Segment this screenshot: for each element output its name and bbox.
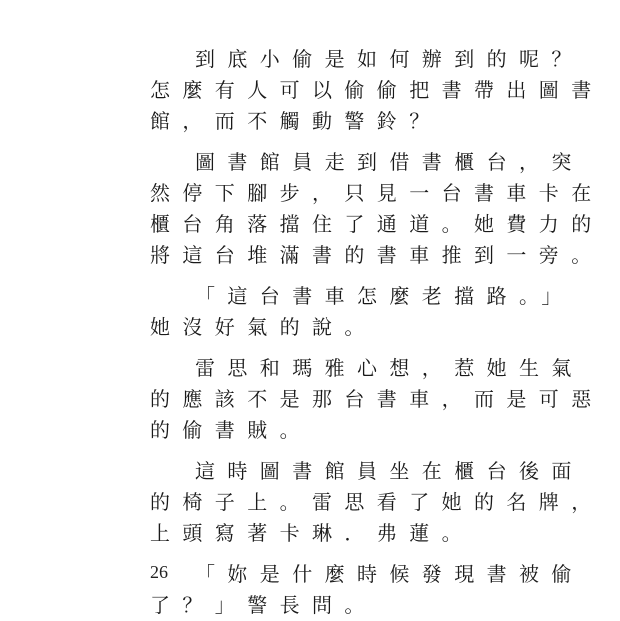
text-line: 的偷書賊。 bbox=[150, 418, 312, 442]
text-line: 雷思和瑪雅心想，惹她生氣 bbox=[195, 356, 584, 380]
text-line: 她沒好氣的說。 bbox=[150, 315, 377, 339]
text-line: 「妳是什麼時候發現書被偷 bbox=[195, 562, 584, 586]
text-line: 上頭寫著卡琳．弗蓮。 bbox=[150, 521, 474, 545]
text-line: 的椅子上。雷思看了她的名牌， bbox=[150, 490, 604, 514]
text-line: 然停下腳步，只見一台書車卡在 bbox=[150, 181, 604, 205]
page-number: 26 bbox=[150, 562, 168, 582]
text-line: 的應該不是那台書車，而是可惡 bbox=[150, 387, 604, 411]
text-line: 圖書館員走到借書櫃台，突 bbox=[195, 150, 584, 174]
text-line: 館，而不觸動警鈴？ bbox=[150, 109, 442, 133]
text-line: 櫃台角落擋住了通道。她費力的 bbox=[150, 212, 604, 236]
text-line: 怎麼有人可以偷偷把書帶出圖書 bbox=[150, 78, 604, 102]
text-line: 到底小偷是如何辦到的呢？ bbox=[195, 47, 584, 71]
text-line: 將這台堆滿書的書車推到一旁。 bbox=[150, 243, 604, 267]
text-line: 「這台書車怎麼老擋路。」 bbox=[195, 284, 574, 308]
text-line: 這時圖書館員坐在櫃台後面 bbox=[195, 459, 584, 483]
text-line: 了？」警長問。 bbox=[150, 593, 377, 617]
story-text bbox=[150, 44, 604, 621]
